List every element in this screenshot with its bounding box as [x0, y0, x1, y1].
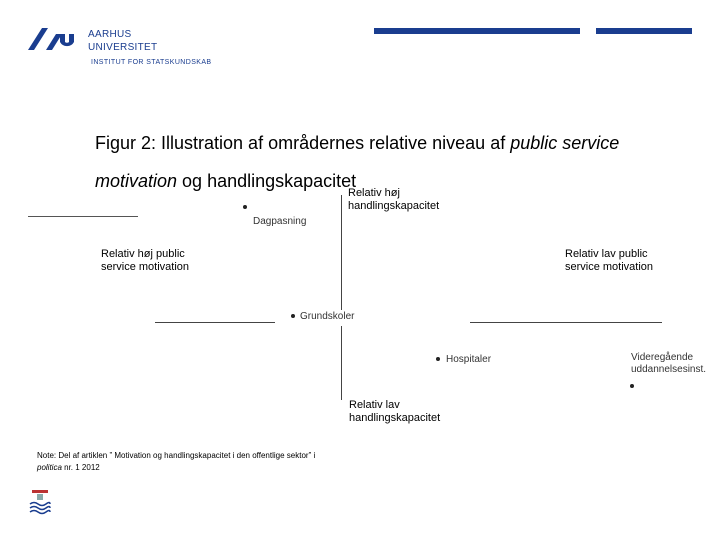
header-bar-long: [374, 28, 580, 34]
footnote-line1: Note: Del af artiklen ” Motivation og handlingskapacitet i den offentlige sektor” i: [37, 451, 316, 460]
footnote: [37, 450, 315, 474]
point-grundskoler-marker: [291, 314, 295, 318]
point-hospitaler-label: Hospitaler: [446, 354, 492, 365]
right-axis-label: [565, 248, 653, 274]
title-italic-1: public service motivation: [95, 133, 620, 191]
point-videregaaende-label: [631, 352, 706, 376]
point-videregaaende-marker: [630, 384, 634, 388]
point-hospitaler-marker: [436, 357, 440, 361]
point-dagpasning-label: Dagpasning: [253, 216, 307, 227]
right-axis-label-line1: Relativ lav public: [565, 248, 648, 260]
university-name-line1: AARHUS: [88, 29, 132, 40]
stray-line-left: [28, 216, 138, 217]
vertical-axis: [341, 195, 342, 400]
university-name: [88, 28, 157, 54]
bottom-axis-label: [349, 399, 440, 425]
footnote-issue: nr. 1 2012: [61, 463, 100, 472]
title-text-1: Figur 2: Illustration af områdernes relative niveau af: [95, 133, 511, 153]
top-axis-label: [348, 187, 439, 213]
point-videregaaende-label-line2: uddannelsesinst.: [631, 364, 707, 375]
title-text-2: og handlingskapacitet: [177, 171, 357, 191]
top-axis-label-line2: handlingskapacitet: [348, 200, 440, 212]
point-videregaaende-label-line1: Videregående: [631, 352, 694, 363]
seal-icon: [28, 488, 52, 516]
bottom-axis-label-line1: Relativ lav: [349, 399, 400, 411]
left-axis-label-line1: Relativ høj public: [101, 248, 185, 260]
footnote-line2: [37, 462, 315, 474]
bottom-axis-label-line2: handlingskapacitet: [349, 412, 441, 424]
university-logo-icon: [26, 26, 76, 52]
top-axis-label-line1: Relativ høj: [348, 187, 400, 199]
point-grundskoler-label: Grundskoler: [300, 311, 355, 322]
left-axis-label-line2: service motivation: [101, 261, 190, 273]
header-bar-short: [596, 28, 692, 34]
point-dagpasning-marker: [243, 205, 247, 209]
right-axis-label-line2: service motivation: [565, 261, 654, 273]
institute-name: INSTITUT FOR STATSKUNDSKAB: [91, 59, 212, 66]
left-axis-label: [101, 248, 189, 274]
university-name-line2: UNIVERSITET: [88, 42, 158, 53]
footnote-journal: politica: [37, 463, 62, 472]
